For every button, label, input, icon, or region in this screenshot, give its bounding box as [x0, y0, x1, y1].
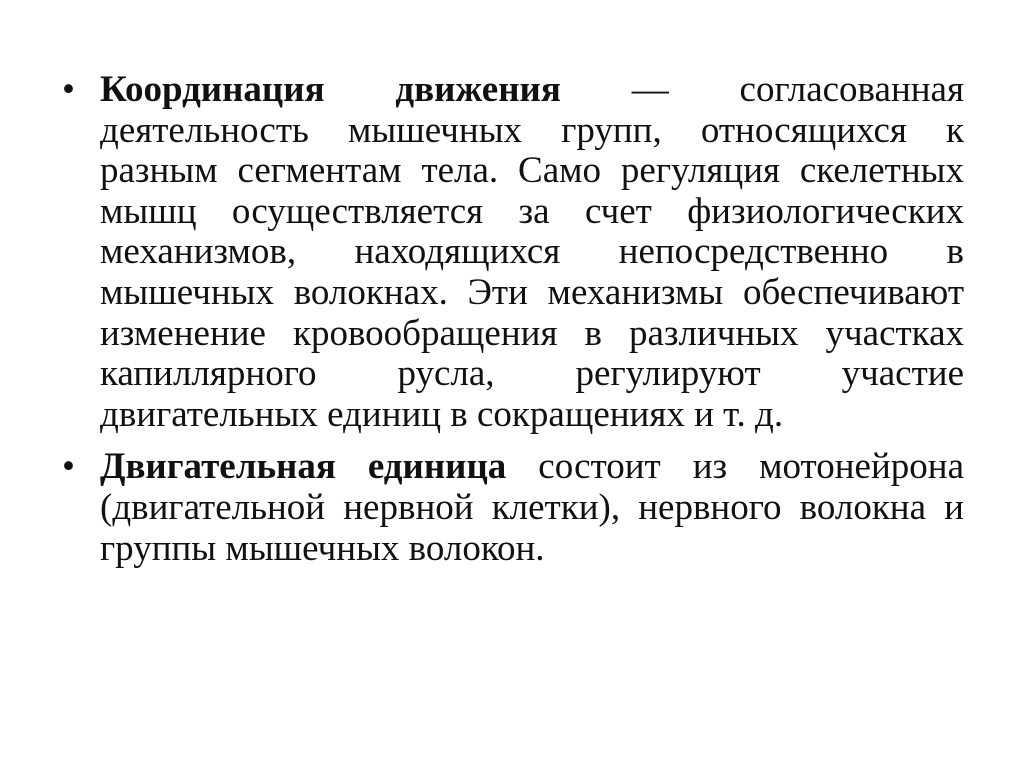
- bullet-text: — согласованная деятельность мышечных групп, относящихся к разным сегментам тела. Само регуляция скелетных мышц осуществляется за счет физиологических механизмов, находящихся непосредственно в мышечных волокнах. Эти механизмы обеспечивают изменение кровообращения в различных участках капиллярного русла, регулируют участие двигательных единиц в сокращениях и т. д.: [100, 69, 964, 435]
- bullet-marker: •: [62, 69, 75, 110]
- bullet-item-motor-unit: [60, 447, 964, 569]
- bullet-item-coordination: [60, 70, 964, 435]
- bullet-term: Координация движения: [100, 69, 561, 110]
- bullet-text: состоит из мотонейрона (двигательной нервной клетки), нервного волокна и группы мышечных волокон.: [100, 446, 964, 569]
- bullet-list: [60, 70, 964, 569]
- bullet-term: Двигательная единица: [100, 446, 507, 488]
- bullet-marker: •: [62, 446, 75, 488]
